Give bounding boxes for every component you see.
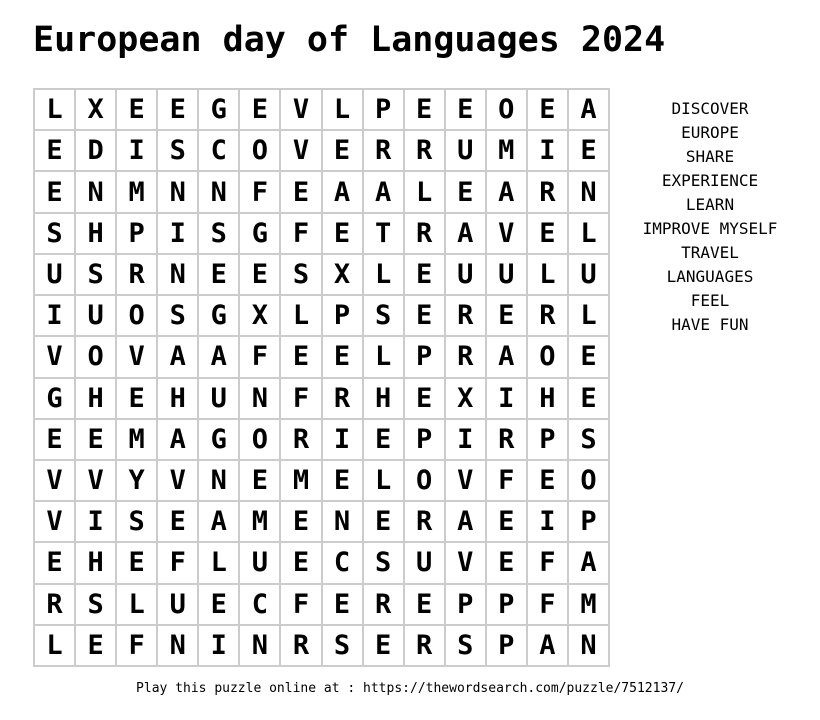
grid-cell-r14-c11[interactable]: S [446,626,485,665]
grid-cell-r14-c6[interactable]: N [240,626,279,665]
word-list-item: IMPROVE MYSELF [642,219,778,238]
grid-cell-r10-c13[interactable]: E [528,461,567,500]
grid-cell-r8-c14[interactable]: E [569,379,608,418]
grid-cell-r13-c3[interactable]: L [117,585,156,624]
word-list-item: DISCOVER [671,99,749,118]
grid-cell-r5-c11[interactable]: U [446,255,485,294]
grid-cell-r14-c10[interactable]: R [405,626,444,665]
grid-cell-r2-c13[interactable]: I [528,131,567,170]
grid-cell-r5-c10[interactable]: E [405,255,444,294]
grid-cell-r3-c10[interactable]: L [405,172,444,211]
grid-cell-r14-c1[interactable]: L [35,626,74,665]
grid-cell-r8-c11[interactable]: X [446,379,485,418]
grid-cell-r5-c7[interactable]: S [281,255,320,294]
grid-cell-r8-c8[interactable]: R [323,379,362,418]
grid-cell-r3-c11[interactable]: E [446,172,485,211]
grid-cell-r2-c4[interactable]: S [158,131,197,170]
grid-cell-r4-c8[interactable]: E [323,214,362,253]
grid-cell-r14-c5[interactable]: I [199,626,238,665]
grid-cell-r14-c12[interactable]: P [487,626,526,665]
grid-cell-r9-c7[interactable]: R [281,420,320,459]
grid-cell-r4-c14[interactable]: L [569,214,608,253]
grid-cell-r4-c11[interactable]: A [446,214,485,253]
grid-cell-r5-c8[interactable]: X [323,255,362,294]
grid-cell-r8-c6[interactable]: N [240,379,279,418]
grid-cell-r13-c6[interactable]: C [240,585,279,624]
grid-cell-r12-c11[interactable]: V [446,543,485,582]
grid-cell-r7-c8[interactable]: E [323,337,362,376]
grid-cell-r1-c8[interactable]: L [323,90,362,129]
grid-cell-r4-c2[interactable]: H [76,214,115,253]
grid-cell-r4-c1[interactable]: S [35,214,74,253]
grid-cell-r11-c2[interactable]: I [76,502,115,541]
grid-cell-r11-c4[interactable]: E [158,502,197,541]
grid-cell-r6-c2[interactable]: U [76,296,115,335]
grid-cell-r11-c3[interactable]: S [117,502,156,541]
grid-cell-r7-c4[interactable]: A [158,337,197,376]
grid-cell-r1-c1[interactable]: L [35,90,74,129]
grid-cell-r14-c3[interactable]: F [117,626,156,665]
grid-cell-r9-c12[interactable]: R [487,420,526,459]
grid-cell-r8-c5[interactable]: U [199,379,238,418]
grid-cell-r10-c2[interactable]: V [76,461,115,500]
grid-cell-r7-c2[interactable]: O [76,337,115,376]
grid-cell-r2-c9[interactable]: R [364,131,403,170]
grid-cell-r11-c13[interactable]: I [528,502,567,541]
grid-cell-r8-c13[interactable]: H [528,379,567,418]
grid-cell-r10-c8[interactable]: E [323,461,362,500]
grid-cell-r3-c2[interactable]: N [76,172,115,211]
grid-cell-r13-c11[interactable]: P [446,585,485,624]
grid-cell-r1-c13[interactable]: E [528,90,567,129]
grid-cell-r13-c8[interactable]: E [323,585,362,624]
grid-cell-r8-c3[interactable]: E [117,379,156,418]
grid-cell-r3-c1[interactable]: E [35,172,74,211]
grid-cell-r8-c12[interactable]: I [487,379,526,418]
grid-cell-r6-c13[interactable]: R [528,296,567,335]
grid-cell-r9-c2[interactable]: E [76,420,115,459]
footer-text: Play this puzzle online at : [136,681,364,696]
grid-cell-r13-c5[interactable]: E [199,585,238,624]
grid-cell-r7-c11[interactable]: R [446,337,485,376]
grid-cell-r12-c3[interactable]: E [117,543,156,582]
grid-cell-r10-c9[interactable]: L [364,461,403,500]
word-list-item: LEARN [685,195,735,214]
grid-cell-r8-c10[interactable]: E [405,379,444,418]
grid-cell-r7-c9[interactable]: L [364,337,403,376]
grid-cell-r2-c7[interactable]: V [281,131,320,170]
grid-cell-r9-c5[interactable]: G [199,420,238,459]
grid-cell-r3-c7[interactable]: E [281,172,320,211]
grid-cell-r4-c6[interactable]: G [240,214,279,253]
grid-cell-r6-c6[interactable]: X [240,296,279,335]
grid-cell-r9-c6[interactable]: O [240,420,279,459]
grid-cell-r10-c7[interactable]: M [281,461,320,500]
grid-cell-r12-c2[interactable]: H [76,543,115,582]
grid-cell-r8-c9[interactable]: H [364,379,403,418]
grid-cell-r9-c9[interactable]: E [364,420,403,459]
grid-cell-r12-c13[interactable]: F [528,543,567,582]
grid-cell-r12-c14[interactable]: A [569,543,608,582]
grid-cell-r1-c11[interactable]: E [446,90,485,129]
puzzle-link[interactable]: https://thewordsearch.com/puzzle/7512137/ [363,681,684,696]
grid-cell-r6-c5[interactable]: G [199,296,238,335]
grid-cell-r5-c3[interactable]: R [117,255,156,294]
word-list-item: EUROPE [681,123,739,142]
grid-cell-r9-c10[interactable]: P [405,420,444,459]
grid-cell-r1-c14[interactable]: A [569,90,608,129]
word-list-item: EXPERIENCE [661,171,759,190]
grid-cell-r7-c10[interactable]: P [405,337,444,376]
grid-cell-r5-c6[interactable]: E [240,255,279,294]
grid-cell-r2-c1[interactable]: E [35,131,74,170]
grid-cell-r12-c5[interactable]: L [199,543,238,582]
grid-cell-r6-c14[interactable]: L [569,296,608,335]
grid-cell-r10-c10[interactable]: O [405,461,444,500]
grid-cell-r9-c13[interactable]: P [528,420,567,459]
grid-cell-r13-c10[interactable]: E [405,585,444,624]
grid-cell-r7-c1[interactable]: V [35,337,74,376]
grid-cell-r2-c3[interactable]: I [117,131,156,170]
grid-cell-r14-c13[interactable]: A [528,626,567,665]
grid-cell-r14-c14[interactable]: N [569,626,608,665]
grid-cell-r2-c12[interactable]: M [487,131,526,170]
grid-cell-r3-c6[interactable]: F [240,172,279,211]
word-list-item: SHARE [685,147,735,166]
grid-cell-r5-c9[interactable]: L [364,255,403,294]
grid-cell-r6-c10[interactable]: E [405,296,444,335]
grid-cell-r1-c9[interactable]: P [364,90,403,129]
page-title: European day of Languages 2024 [33,20,666,60]
grid-cell-r4-c13[interactable]: E [528,214,567,253]
letter-grid [33,88,610,667]
grid-cell-r6-c4[interactable]: S [158,296,197,335]
grid-cell-r12-c4[interactable]: F [158,543,197,582]
grid-cell-r1-c3[interactable]: E [117,90,156,129]
grid-cell-r5-c2[interactable]: S [76,255,115,294]
grid-cell-r9-c1[interactable]: E [35,420,74,459]
grid-cell-r3-c4[interactable]: N [158,172,197,211]
grid-cell-r1-c6[interactable]: E [240,90,279,129]
grid-cell-r2-c14[interactable]: E [569,131,608,170]
grid-cell-r7-c13[interactable]: O [528,337,567,376]
grid-cell-r9-c3[interactable]: M [117,420,156,459]
grid-cell-r14-c7[interactable]: R [281,626,320,665]
grid-cell-r13-c12[interactable]: P [487,585,526,624]
grid-cell-r14-c4[interactable]: N [158,626,197,665]
word-list-item: LANGUAGES [666,267,754,286]
grid-cell-r8-c2[interactable]: H [76,379,115,418]
grid-cell-r2-c10[interactable]: R [405,131,444,170]
grid-cell-r10-c5[interactable]: N [199,461,238,500]
grid-cell-r1-c2[interactable]: X [76,90,115,129]
grid-cell-r14-c8[interactable]: S [323,626,362,665]
grid-cell-r5-c13[interactable]: L [528,255,567,294]
grid-cell-r11-c12[interactable]: E [487,502,526,541]
grid-cell-r5-c12[interactable]: U [487,255,526,294]
grid-cell-r11-c10[interactable]: R [405,502,444,541]
word-list-item: TRAVEL [681,243,739,262]
grid-cell-r10-c11[interactable]: V [446,461,485,500]
grid-cell-r14-c9[interactable]: E [364,626,403,665]
grid-cell-r12-c6[interactable]: U [240,543,279,582]
grid-cell-r11-c5[interactable]: A [199,502,238,541]
grid-cell-r2-c5[interactable]: C [199,131,238,170]
word-list [610,97,810,337]
grid-cell-r13-c4[interactable]: U [158,585,197,624]
grid-cell-r10-c14[interactable]: O [569,461,608,500]
grid-cell-r13-c14[interactable]: M [569,585,608,624]
grid-cell-r9-c8[interactable]: I [323,420,362,459]
grid-cell-r5-c1[interactable]: U [35,255,74,294]
grid-cell-r8-c4[interactable]: H [158,379,197,418]
grid-cell-r10-c12[interactable]: F [487,461,526,500]
grid-cell-r10-c6[interactable]: E [240,461,279,500]
grid-cell-r9-c11[interactable]: I [446,420,485,459]
grid-cell-r3-c9[interactable]: A [364,172,403,211]
grid-cell-r7-c3[interactable]: V [117,337,156,376]
grid-cell-r12-c9[interactable]: S [364,543,403,582]
grid-cell-r2-c2[interactable]: D [76,131,115,170]
grid-cell-r5-c5[interactable]: E [199,255,238,294]
grid-cell-r7-c5[interactable]: A [199,337,238,376]
grid-cell-r10-c4[interactable]: V [158,461,197,500]
grid-cell-r2-c11[interactable]: U [446,131,485,170]
grid-cell-r11-c7[interactable]: E [281,502,320,541]
grid-cell-r6-c12[interactable]: E [487,296,526,335]
grid-cell-r13-c9[interactable]: R [364,585,403,624]
grid-cell-r13-c13[interactable]: F [528,585,567,624]
grid-cell-r2-c8[interactable]: E [323,131,362,170]
grid-cell-r11-c14[interactable]: P [569,502,608,541]
grid-cell-r7-c7[interactable]: E [281,337,320,376]
grid-cell-r1-c12[interactable]: O [487,90,526,129]
grid-cell-r1-c5[interactable]: G [199,90,238,129]
grid-cell-r12-c12[interactable]: E [487,543,526,582]
grid-cell-r4-c3[interactable]: P [117,214,156,253]
grid-cell-r10-c1[interactable]: V [35,461,74,500]
grid-cell-r13-c2[interactable]: S [76,585,115,624]
grid-cell-r3-c3[interactable]: M [117,172,156,211]
grid-cell-r11-c1[interactable]: V [35,502,74,541]
grid-cell-r3-c14[interactable]: N [569,172,608,211]
grid-cell-r4-c5[interactable]: S [199,214,238,253]
grid-cell-r11-c9[interactable]: E [364,502,403,541]
grid-cell-r13-c1[interactable]: R [35,585,74,624]
grid-cell-r10-c3[interactable]: Y [117,461,156,500]
grid-cell-r6-c3[interactable]: O [117,296,156,335]
grid-cell-r12-c1[interactable]: E [35,543,74,582]
grid-cell-r13-c7[interactable]: F [281,585,320,624]
grid-cell-r12-c10[interactable]: U [405,543,444,582]
grid-cell-r8-c1[interactable]: G [35,379,74,418]
grid-cell-r6-c7[interactable]: L [281,296,320,335]
grid-cell-r6-c8[interactable]: P [323,296,362,335]
grid-cell-r9-c14[interactable]: S [569,420,608,459]
grid-cell-r14-c2[interactable]: E [76,626,115,665]
grid-cell-r3-c12[interactable]: A [487,172,526,211]
grid-cell-r2-c6[interactable]: O [240,131,279,170]
grid-cell-r6-c1[interactable]: I [35,296,74,335]
grid-cell-r4-c10[interactable]: R [405,214,444,253]
grid-cell-r7-c6[interactable]: F [240,337,279,376]
grid-cell-r7-c12[interactable]: A [487,337,526,376]
grid-cell-r4-c9[interactable]: T [364,214,403,253]
grid-cell-r5-c4[interactable]: N [158,255,197,294]
grid-cell-r8-c7[interactable]: F [281,379,320,418]
word-list-item: FEEL [690,291,730,310]
grid-cell-r3-c5[interactable]: N [199,172,238,211]
grid-cell-r4-c12[interactable]: V [487,214,526,253]
word-list-item: HAVE FUN [671,315,749,334]
grid-cell-r6-c9[interactable]: S [364,296,403,335]
grid-cell-r1-c4[interactable]: E [158,90,197,129]
grid-cell-r11-c6[interactable]: M [240,502,279,541]
grid-cell-r4-c4[interactable]: I [158,214,197,253]
grid-cell-r4-c7[interactable]: F [281,214,320,253]
grid-cell-r1-c7[interactable]: V [281,90,320,129]
grid-cell-r12-c7[interactable]: E [281,543,320,582]
grid-cell-r3-c8[interactable]: A [323,172,362,211]
footer [0,680,820,697]
grid-cell-r5-c14[interactable]: U [569,255,608,294]
grid-cell-r9-c4[interactable]: A [158,420,197,459]
grid-cell-r11-c11[interactable]: A [446,502,485,541]
grid-cell-r7-c14[interactable]: E [569,337,608,376]
grid-cell-r11-c8[interactable]: N [323,502,362,541]
grid-cell-r6-c11[interactable]: R [446,296,485,335]
grid-cell-r1-c10[interactable]: E [405,90,444,129]
grid-cell-r12-c8[interactable]: C [323,543,362,582]
grid-cell-r3-c13[interactable]: R [528,172,567,211]
